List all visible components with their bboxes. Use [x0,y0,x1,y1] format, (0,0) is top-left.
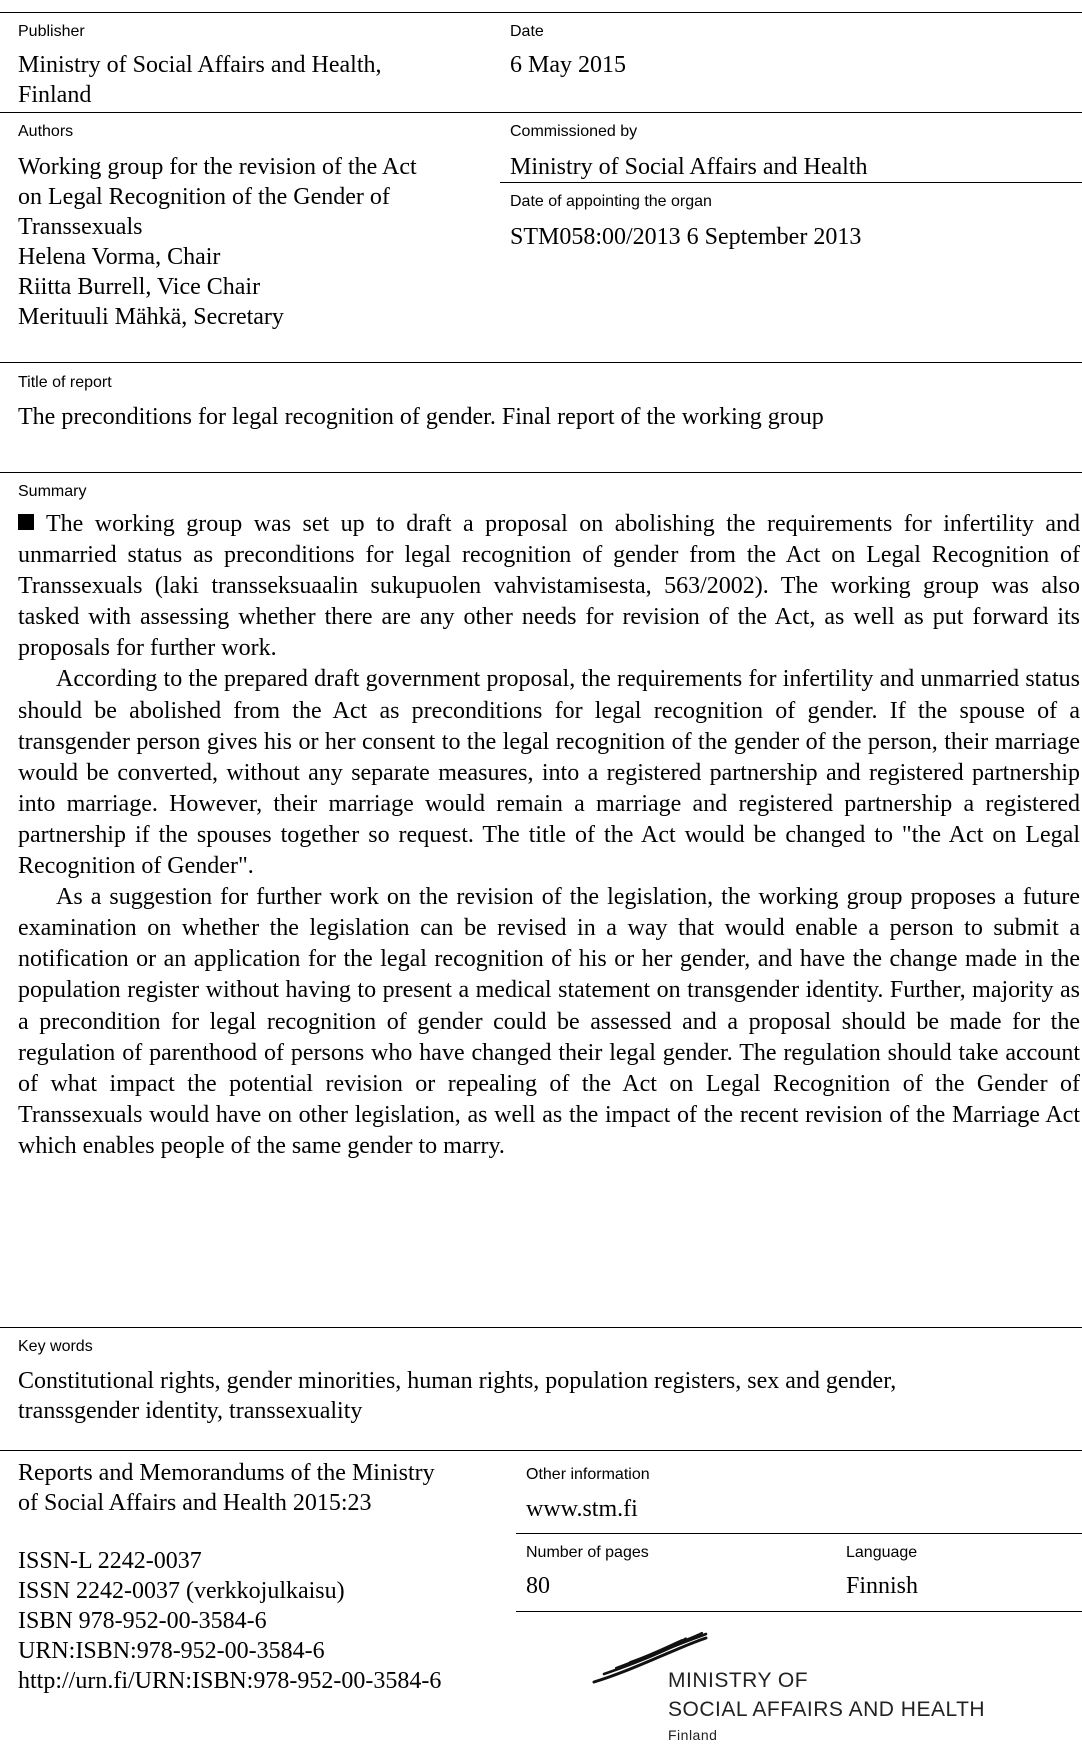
authors-label: Authors [18,123,74,140]
series-identifiers: ISSN-L 2242-0037 ISSN 2242-0037 (verkkojulkaisu) ISBN 978-952-00-3584-6 URN:ISBN:978-952-00-3584-6 http://urn.fi/URN:ISBN:978-952-00-3584-6 [18,1548,442,1694]
pages-value: 80 [526,1573,550,1599]
summary-paragraph [18,509,1080,664]
appointing-value: STM058:00/2013 6 September 2013 [510,224,862,250]
other-info-label: Other information [526,1466,650,1483]
divider-keywords [0,1450,1082,1451]
logo-line-1: MINISTRY OF [668,1669,809,1692]
appointing-label: Date of appointing the organ [510,193,712,210]
commissioned-label: Commissioned by [510,123,638,140]
language-value: Finnish [846,1573,919,1599]
divider-commissioned [500,182,1082,183]
divider-pages [516,1611,1082,1612]
summary-body [18,509,1080,1162]
divider-title [0,472,1082,473]
keywords-label: Key words [18,1338,93,1355]
keywords-value: Constitutional rights, gender minorities, human rights, population registers, sex and gender, transsgender identity, transsexuality [18,1368,897,1424]
top-rule [0,12,1082,13]
date-label: Date [510,23,544,40]
summary-label: Summary [18,483,87,500]
summary-paragraph-3: As a suggestion for further work on the revision of the legislation, the working group proposes a future examination on whether the legislation can be revised in a way that would enable a person to submit a notification or an application for the legal recognition of his or her gender, and have the change made in the population register without having to present a medical statement on transgender identity. Further, majority as a precondition for legal recognition of gender could be assessed and a proposal should be made for the regulation of parenthood of persons who have changed their legal gender. The regulation should take account of what impact the potential revision or repealing of the Act on Legal Recognition of the Gender of Transsexuals would have on other legislation, as well as the impact of the recent revision of the Marriage Act which enables people of the same gender to marry. [18,884,1080,1159]
divider-other-info [516,1533,1082,1534]
series-name: Reports and Memorandums of the Ministry of Social Affairs and Health 2015:23 [18,1460,435,1516]
divider-summary [0,1327,1082,1328]
square-bullet-icon [18,514,34,530]
divider-publisher [0,112,1082,113]
commissioned-value: Ministry of Social Affairs and Health [510,154,868,180]
publisher-label: Publisher [18,23,85,40]
divider-authors [0,362,1082,363]
publisher-value: Ministry of Social Affairs and Health, Finland [18,52,382,108]
other-info-value[interactable]: www.stm.fi [526,1496,638,1522]
logo-line-3: Finland [668,1727,718,1743]
summary-paragraph-2: According to the prepared draft government proposal, the requirements for infertility and unmarried status should be abolished from the Act as preconditions for legal recognition of gender. If the spouse of a transgender person gives his or her consent to the legal recognition of the gender of the person, their marriage would be converted, without any separate measures, into a registered partnership and registered partnership into marriage. However, their marriage would remain a marriage and registered partnership a registered partnership if the spouses together so request. The title of the Act would be changed to "the Act on Legal Recognition of Gender". [18,666,1080,880]
pages-label: Number of pages [526,1544,649,1561]
title-label: Title of report [18,374,112,391]
language-label: Language [846,1544,918,1561]
date-value: 6 May 2015 [510,52,626,78]
summary-paragraph-1: The working group was set up to draft a proposal on abolishing the requirements for infertility and unmarried status as preconditions for legal recognition of gender from the Act on Legal Recognition of Transsexuals (laki transseksuaalin sukupuolen vahvistamisesta, 563/2002). The working group was also tasked with assessing whether there are any other needs for revision of the Act, as well as put forward its proposals for further work. [18,511,1080,662]
authors-value: Working group for the revision of the Act on Legal Recognition of the Gender of Transsexuals Helena Vorma, Chair Riitta Burrell, Vice Chair Merituuli Mähkä, Secretary [18,154,417,330]
report-title: The preconditions for legal recognition of gender. Final report of the working group [18,404,824,430]
logo-line-2: SOCIAL AFFAIRS AND HEALTH [668,1698,986,1721]
